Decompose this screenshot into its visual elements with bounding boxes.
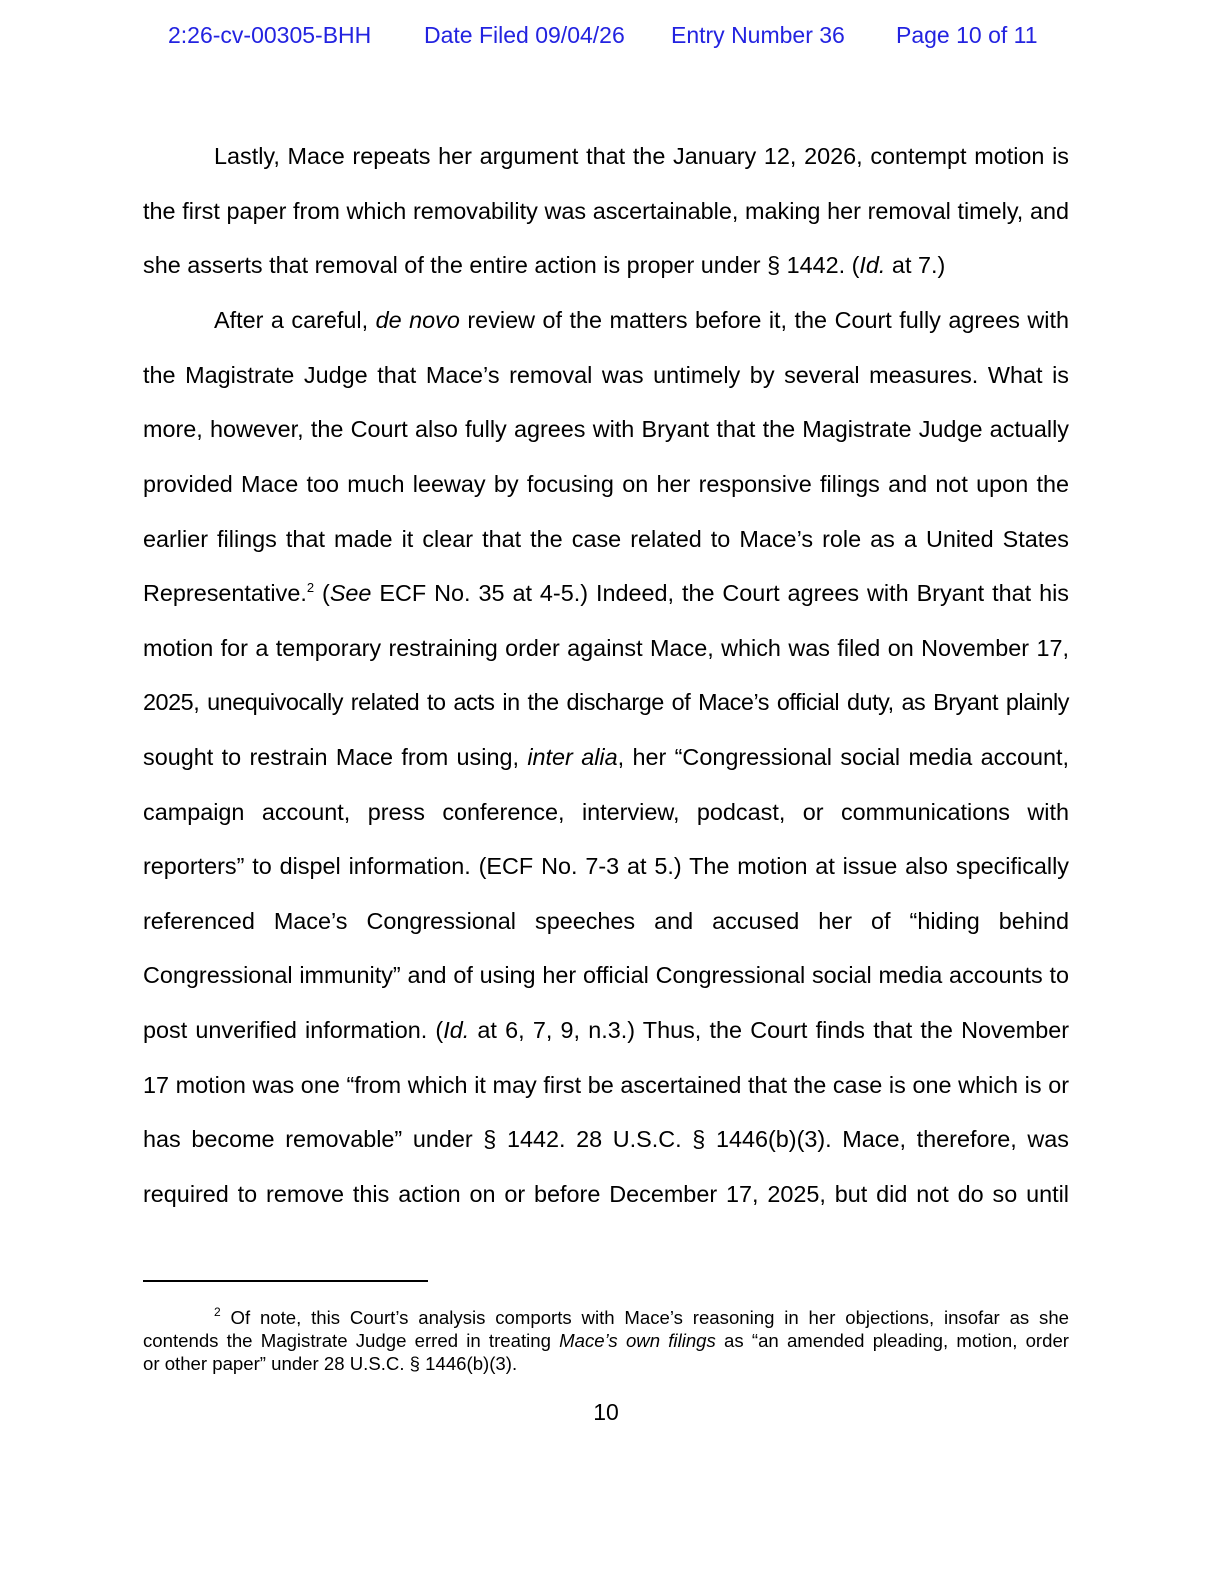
footnote-line: or other paper” under 28 U.S.C. § 1446(b)(3). <box>143 1353 518 1374</box>
footnote-reference: 2 <box>306 580 315 595</box>
body-line: reporters” to dispel information. (ECF No. 7-3 at 5.) The motion at issue also specifically <box>143 853 1069 879</box>
body-line: the first paper from which removability was ascertainable, making her removal timely, and <box>143 198 1069 224</box>
date-filed: Date Filed 09/04/26 <box>424 22 625 48</box>
page-number: 10 <box>593 1399 619 1425</box>
body-line: provided Mace too much leeway by focusing on her responsive filings and not upon the <box>143 471 1069 497</box>
body-line: referenced Mace’s Congressional speeches and accused her of “hiding behind <box>143 908 1069 934</box>
body-line: motion for a temporary restraining order against Mace, which was filed on November 17, <box>143 635 1069 661</box>
case-number: 2:26-cv-00305-BHH <box>168 22 372 48</box>
body-line: earlier filings that made it clear that the case related to Mace’s role as a United States <box>143 526 1069 552</box>
body-line: 2025, unequivocally related to acts in the discharge of Mace’s official duty, as Bryant plainly <box>143 689 1069 715</box>
body-line: After a careful, de novo review of the matters before it, the Court fully agrees with <box>214 307 1069 333</box>
entry-number: Entry Number 36 <box>671 22 845 48</box>
body-line: Representative.$^2$ (See ECF No. 35 at 4-5.) Indeed, the Court agrees with Bryant that his <box>143 580 1069 606</box>
footnote-marker: 2 <box>214 1305 221 1319</box>
body-line: the Magistrate Judge that Mace’s removal was untimely by several measures. What is <box>143 362 1069 388</box>
body-line: Congressional immunity” and of using her official Congressional social media accounts to <box>143 962 1069 988</box>
footnote-line: $^2$ Of note, this Court’s analysis comports with Mace’s reasoning in her objections, insofar as she <box>214 1305 1069 1328</box>
body-line: more, however, the Court also fully agrees with Bryant that the Magistrate Judge actually <box>143 416 1069 442</box>
body-line: sought to restrain Mace from using, inter alia, her “Congressional social media account, <box>143 744 1069 770</box>
ecf-header <box>0 22 1224 52</box>
body-line: has become removable” under § 1442. 28 U.S.C. § 1446(b)(3). Mace, therefore, was <box>143 1126 1069 1152</box>
body-line: 17 motion was one “from which it may first be ascertained that the case is one which is or <box>143 1072 1069 1098</box>
footnote-divider <box>143 1280 428 1282</box>
body-line: she asserts that removal of the entire action is proper under § 1442. (Id. at 7.) <box>143 252 946 278</box>
footnote-line: contends the Magistrate Judge erred in treating Mace’s own filings as “an amended pleading, motion, order <box>143 1330 1069 1351</box>
body-line: Lastly, Mace repeats her argument that the January 12, 2026, contempt motion is <box>214 143 1069 169</box>
page-label: Page 10 of 11 <box>896 22 1038 48</box>
body-line: campaign account, press conference, interview, podcast, or communications with <box>143 799 1069 825</box>
body-line: required to remove this action on or before December 17, 2025, but did not do so until <box>143 1181 1069 1207</box>
body-line: post unverified information. (Id. at 6, 7, 9, n.3.) Thus, the Court finds that the November <box>143 1017 1070 1043</box>
